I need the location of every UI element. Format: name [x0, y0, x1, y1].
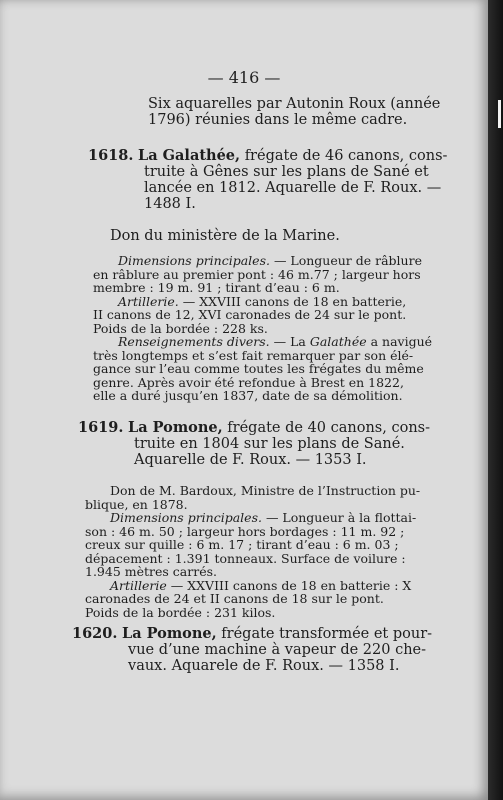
- entry-1619-details: [85, 484, 445, 619]
- entry-1619-dims-5: 1.945 mètres carrés.: [85, 564, 217, 579]
- entry-1619-number: 1619.: [78, 419, 124, 436]
- entry-1619-donor-1: Don de M. Bardoux, Ministre de l’Instruction pu-: [110, 483, 421, 498]
- entry-1619-title: La Pomone,: [128, 419, 223, 436]
- entry-1618-rens-label: Renseignements divers.: [118, 334, 270, 349]
- entry-1618-rens-1b: Galathée: [309, 334, 367, 349]
- entry-1619-donor-2: blique, en 1878.: [85, 496, 188, 512]
- edge-mark: [498, 100, 501, 128]
- entry-1618-dims-label: Dimensions principales.: [118, 253, 270, 268]
- entry-1620-heading: [72, 626, 457, 674]
- entry-1620-title: La Pomone,: [122, 625, 217, 642]
- entry-1618-details: [93, 254, 443, 403]
- entry-1620-lead: frégate transformée et pour-: [221, 626, 433, 642]
- entry-1618-line-2: truite à Gênes sur les plans de Sané et: [144, 164, 429, 180]
- entry-1618-donor: Don du ministère de la Marine.: [110, 228, 340, 244]
- entry-1618-dims-3: membre : 19 m. 91 ; tirant d’eau : 6 m.: [93, 280, 340, 295]
- entry-1619-lead: frégate de 40 canons, cons-: [227, 420, 430, 436]
- entry-1618-rens-4: genre. Après avoir été refondue à Brest en 1822,: [93, 374, 404, 390]
- entry-1618-line-4: 1488 I.: [144, 196, 196, 212]
- entry-1620-line-2: vue d’une machine à vapeur de 220 che-: [128, 642, 427, 658]
- entry-1618-art-3: Poids de la bordée : 228 ks.: [93, 320, 268, 336]
- entry-1618-heading: [88, 148, 458, 212]
- book-edge: [488, 0, 503, 800]
- entry-1619-art-3: Poids de la bordée : 231 kilos.: [85, 604, 276, 620]
- entry-1618-dims-2: en râblure au premier pont : 46 m.77 ; largeur hors: [93, 266, 421, 282]
- page-number: — 416 —: [207, 68, 281, 87]
- entry-1620-number: 1620.: [72, 625, 118, 642]
- entry-1619-dims-3: creux sur quille : 6 m. 17 ; tirant d’eau : 6 m. 03 ;: [85, 537, 399, 552]
- intro-paragraph: [148, 96, 458, 128]
- intro-line-2: 1796) réunies dans le même cadre.: [148, 112, 408, 128]
- entry-1619-art-label: Artillerie: [110, 577, 167, 593]
- entry-1619-dims-1: — Longueur à la flottai-: [265, 510, 417, 525]
- entry-1619-line-3: Aquarelle de F. Roux. — 1353 I.: [134, 452, 367, 468]
- entry-1619-dims-2: son : 46 m. 50 ; largeur hors bordages : 11 m. 92 ;: [85, 523, 405, 539]
- entry-1619-dims-label: Dimensions principales.: [110, 510, 262, 525]
- entry-1618-dims-1: — Longueur de râblure: [273, 253, 422, 268]
- entry-1619-art-2: caronades de 24 et II canons de 18 sur le pont.: [85, 591, 384, 606]
- entry-1618-rens-1a: — La: [273, 334, 306, 349]
- entry-1619-line-2: truite en 1804 sur les plans de Sané.: [134, 436, 405, 452]
- entry-1618-rens-5: elle a duré jusqu’en 1837, date de sa démolition.: [93, 388, 403, 403]
- entry-1618-lead: frégate de 46 canons, cons-: [244, 148, 448, 164]
- entry-1618-line-3: lancée en 1812. Aquarelle de F. Roux. —: [144, 180, 442, 196]
- entry-1618-rens-1c: a navigué: [370, 334, 433, 349]
- entry-1618-number: 1618.: [88, 147, 134, 164]
- entry-1618-art-1: — XXVIII canons de 18 en batterie,: [182, 293, 407, 309]
- intro-line-1: Six aquarelles par Autonin Roux (année: [148, 96, 441, 112]
- entry-1619-heading: [78, 420, 458, 468]
- entry-1618-rens-3: gance sur l’eau comme toutes les frégates du même: [93, 361, 424, 376]
- entry-1619-art-1: — XXVIII canons de 18 en batterie : X: [170, 577, 412, 593]
- entry-1618-art-2: II canons de 12, XVI caronades de 24 sur le pont.: [93, 307, 407, 322]
- entry-1620-line-3: vaux. Aquarele de F. Roux. — 1358 I.: [128, 658, 400, 674]
- entry-1618-title: La Galathée,: [138, 147, 241, 164]
- entry-1618-rens-2: très longtemps et s’est fait remarquer par son élé-: [93, 347, 414, 363]
- entry-1619-dims-4: dépacement : 1.391 tonneaux. Surface de voilure :: [85, 550, 406, 566]
- entry-1618-art-label: Artillerie.: [118, 293, 179, 309]
